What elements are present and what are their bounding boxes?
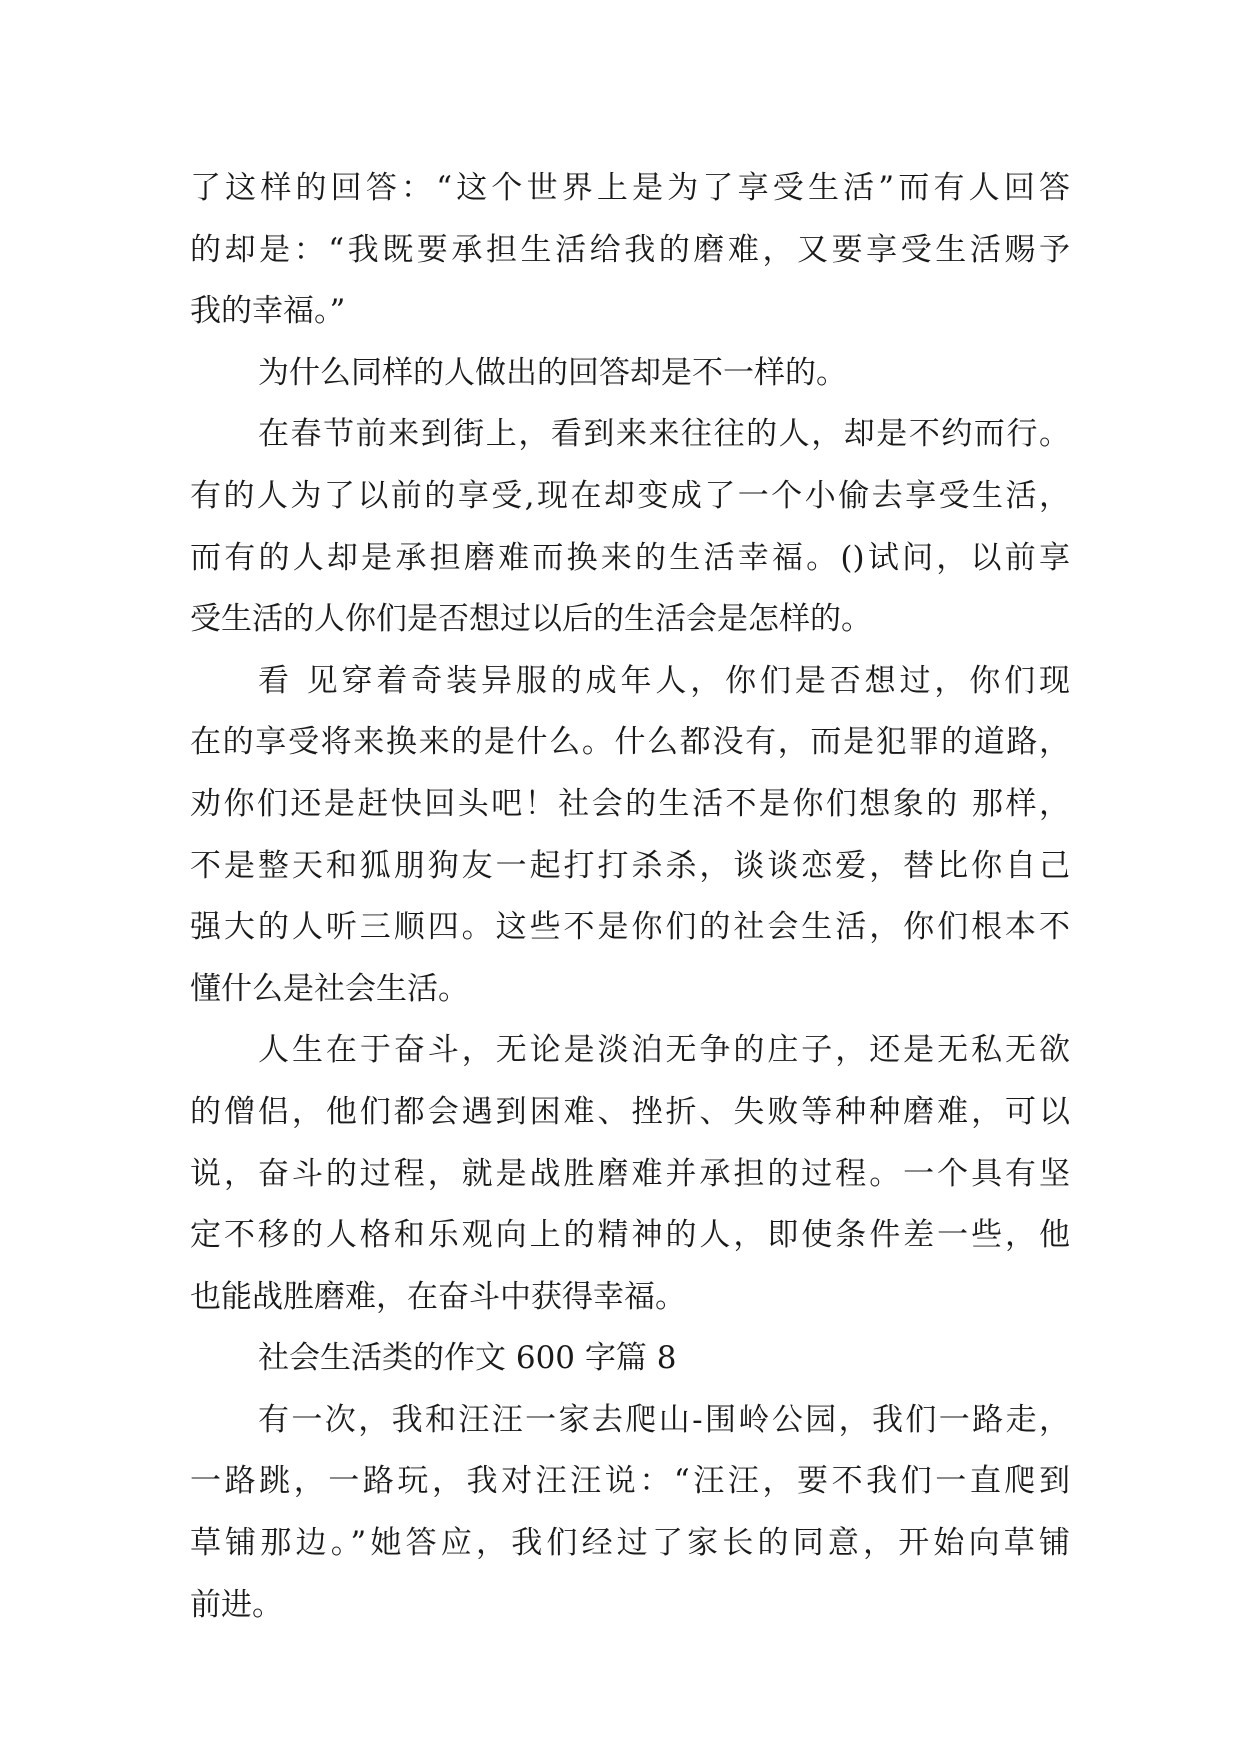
text-line: 的却是：“我既要承担生活给我的磨难，又要享受生活赐予 (190, 231, 1070, 268)
text-line: 了这样的回答：“这个世界上是为了享受生活”而有人回答 (190, 170, 1070, 206)
text-line: 说，奋斗的过程，就是战胜磨难并承担的过程。一个具有坚 (190, 1155, 1070, 1192)
text-line: 在的享受将来换来的是什么。什么都没有，而是犯罪的道路， (190, 724, 1070, 761)
text-line: 前进。 (190, 1586, 283, 1623)
text-line: 一路跳，一路玩，我对汪汪说：“汪汪，要不我们一直爬到 (190, 1463, 1070, 1500)
section-heading: 社会生活类的作文 600 字篇 8 (258, 1340, 677, 1377)
text-line: 劝你们还是赶快回头吧！社会的生活不是你们想象的 那样， (190, 785, 1070, 822)
text-line: 有一次，我和汪汪一家去爬山-围岭公园，我们一路走， (258, 1401, 1070, 1438)
text-line: 也能战胜磨难，在奋斗中获得幸福。 (190, 1278, 686, 1315)
text-line: 不是整天和狐朋狗友一起打打杀杀，谈谈恋爱，替比你自己 (190, 847, 1070, 884)
text-line: 我的幸福。” (190, 293, 346, 330)
text-line: 懂什么是社会生活。 (190, 970, 469, 1007)
text-line: 的僧侣，他们都会遇到困难、挫折、失败等种种磨难，可以 (190, 1093, 1070, 1130)
text-line: 草铺那边。”她答应，我们经过了家长的同意，开始向草铺 (190, 1525, 1070, 1562)
text-line: 有的人为了以前的享受,现在却变成了一个小偷去享受生活， (190, 477, 1070, 514)
text-line: 受生活的人你们是否想过以后的生活会是怎样的。 (190, 601, 872, 638)
text-line: 看 见穿着奇装异服的成年人，你们是否想过，你们现 (258, 662, 1070, 699)
article-body (190, 158, 1070, 1636)
text-line: 人生在于奋斗，无论是淡泊无争的庄子，还是无私无欲 (258, 1032, 1070, 1069)
text-line: 而有的人却是承担磨难而换来的生活幸福。()试问，以前享 (190, 539, 1070, 576)
text-line: 定不移的人格和乐观向上的精神的人，即使条件差一些，他 (190, 1217, 1070, 1254)
text-line: 在春节前来到街上，看到来来往往的人，却是不约而行。 (258, 416, 1070, 453)
text-line: 强大的人听三顺四。这些不是你们的社会生活，你们根本不 (190, 909, 1070, 946)
text-line: 为什么同样的人做出的回答却是不一样的。 (258, 354, 847, 391)
